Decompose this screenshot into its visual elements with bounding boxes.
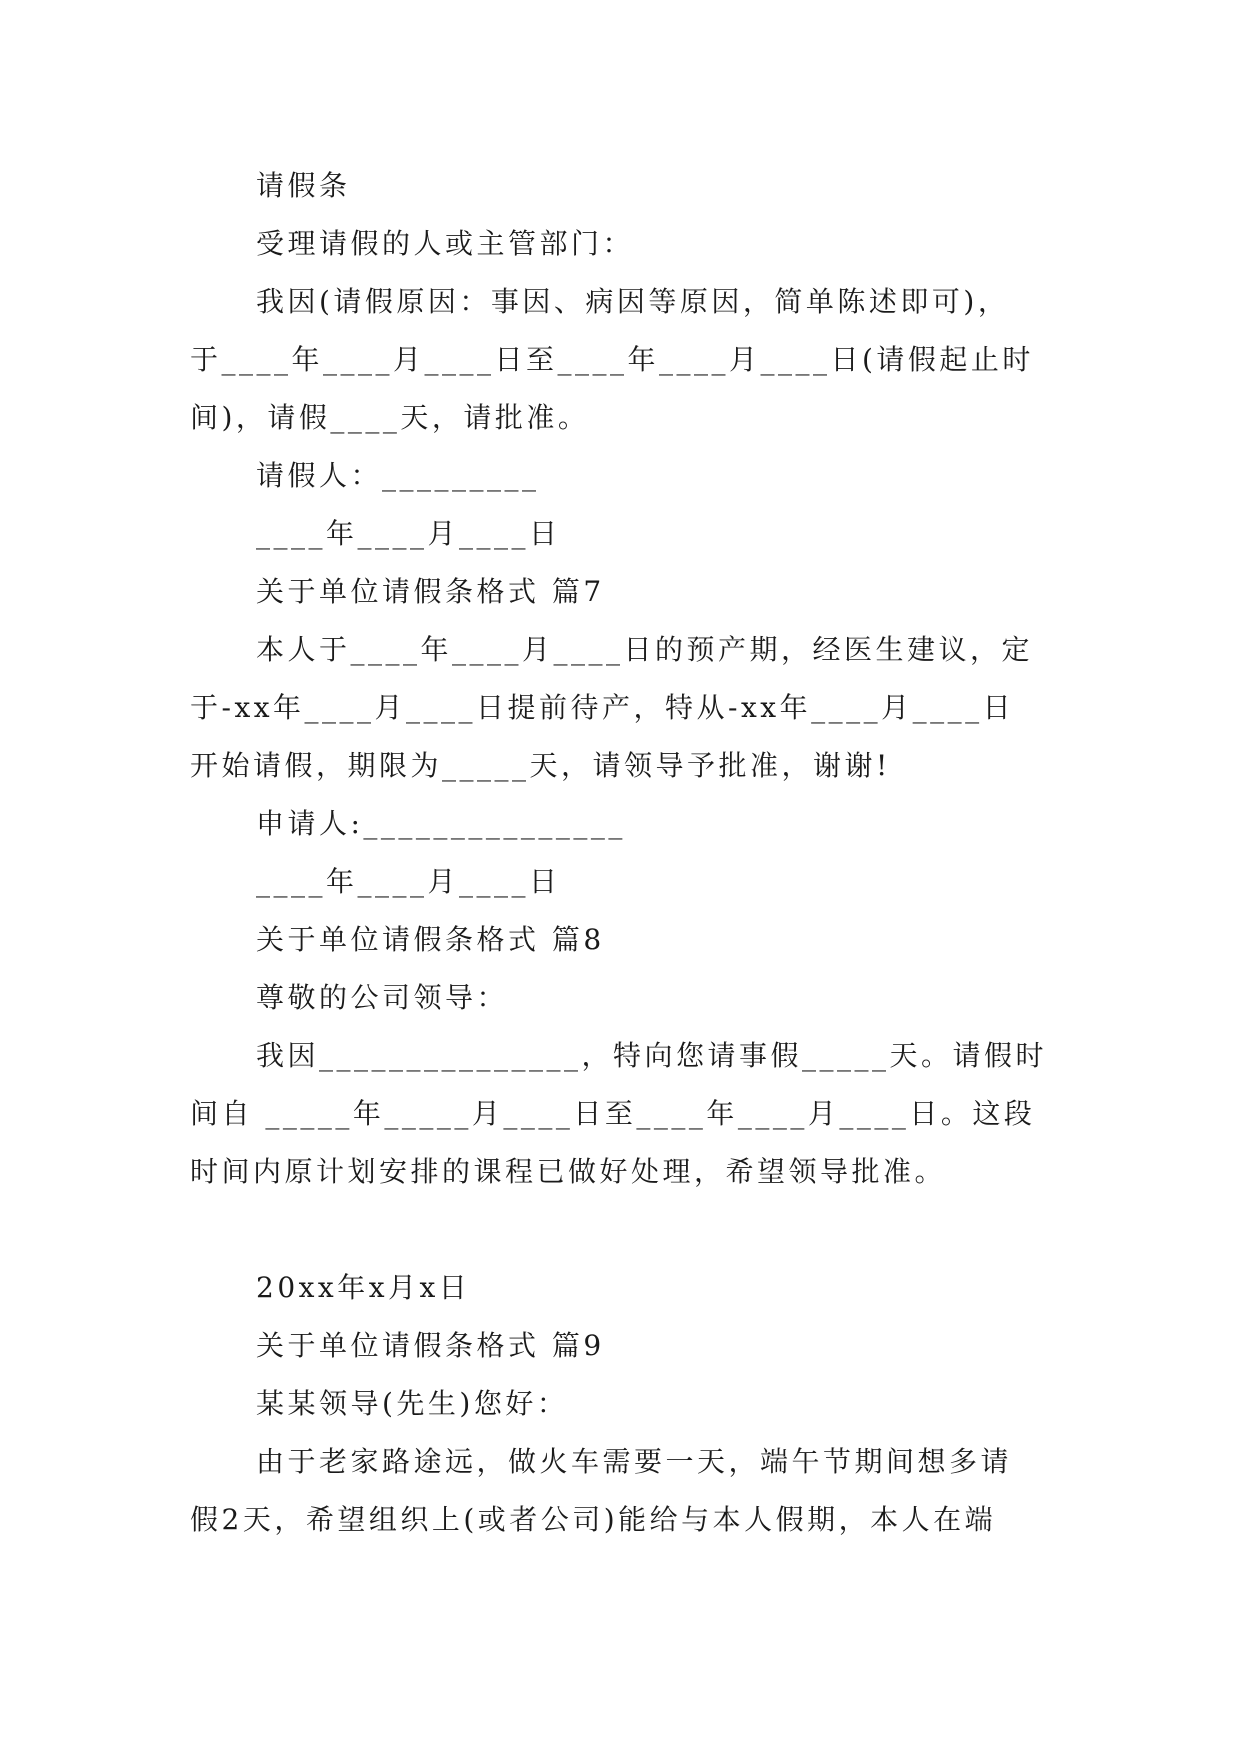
section-heading: 关于单位请假条格式 篇9	[256, 1329, 605, 1362]
body-line: 本人于____年____月____日的预产期，经医生建议，定	[256, 633, 1034, 666]
body-line: 间)，请假____天，请批准。	[190, 401, 590, 434]
date-line: ____年____月____日	[256, 865, 561, 898]
section-heading: 关于单位请假条格式 篇7	[256, 575, 605, 608]
section-heading: 关于单位请假条格式 篇8	[256, 923, 605, 956]
body-line: 时间内原计划安排的课程已做好处理，希望领导批准。	[190, 1155, 947, 1188]
signature-line: 申请人:_______________	[256, 807, 626, 840]
body-line: 间自 _____年_____月____日至____年____月____日。这段	[190, 1097, 1036, 1130]
salutation: 尊敬的公司领导：	[256, 981, 509, 1014]
body-line: 我因_______________，特向您请事假_____天。请假时	[256, 1039, 1048, 1072]
leave-note-title: 请假条	[256, 169, 351, 202]
salutation: 某某领导(先生)您好：	[256, 1387, 569, 1420]
body-line: 由于老家路途远，做火车需要一天，端午节期间想多请	[256, 1445, 1013, 1478]
body-line: 开始请假，期限为_____天，请领导予批准，谢谢!	[190, 749, 891, 782]
body-line: 于-xx年____月____日提前待产，特从-xx年____月____日	[190, 691, 1015, 724]
salutation: 受理请假的人或主管部门：	[256, 227, 635, 260]
body-line: 假2天，希望组织上(或者公司)能给与本人假期，本人在端	[190, 1503, 997, 1536]
body-line: 于____年____月____日至____年____月____日(请假起止时	[190, 343, 1034, 376]
signature-line: 请假人：_________	[256, 459, 540, 492]
date-line: ____年____月____日	[256, 517, 561, 550]
date-line: 20xx年x月x日	[256, 1271, 471, 1304]
body-line: 我因(请假原因：事因、病因等原因，简单陈述即可)，	[256, 285, 1010, 318]
